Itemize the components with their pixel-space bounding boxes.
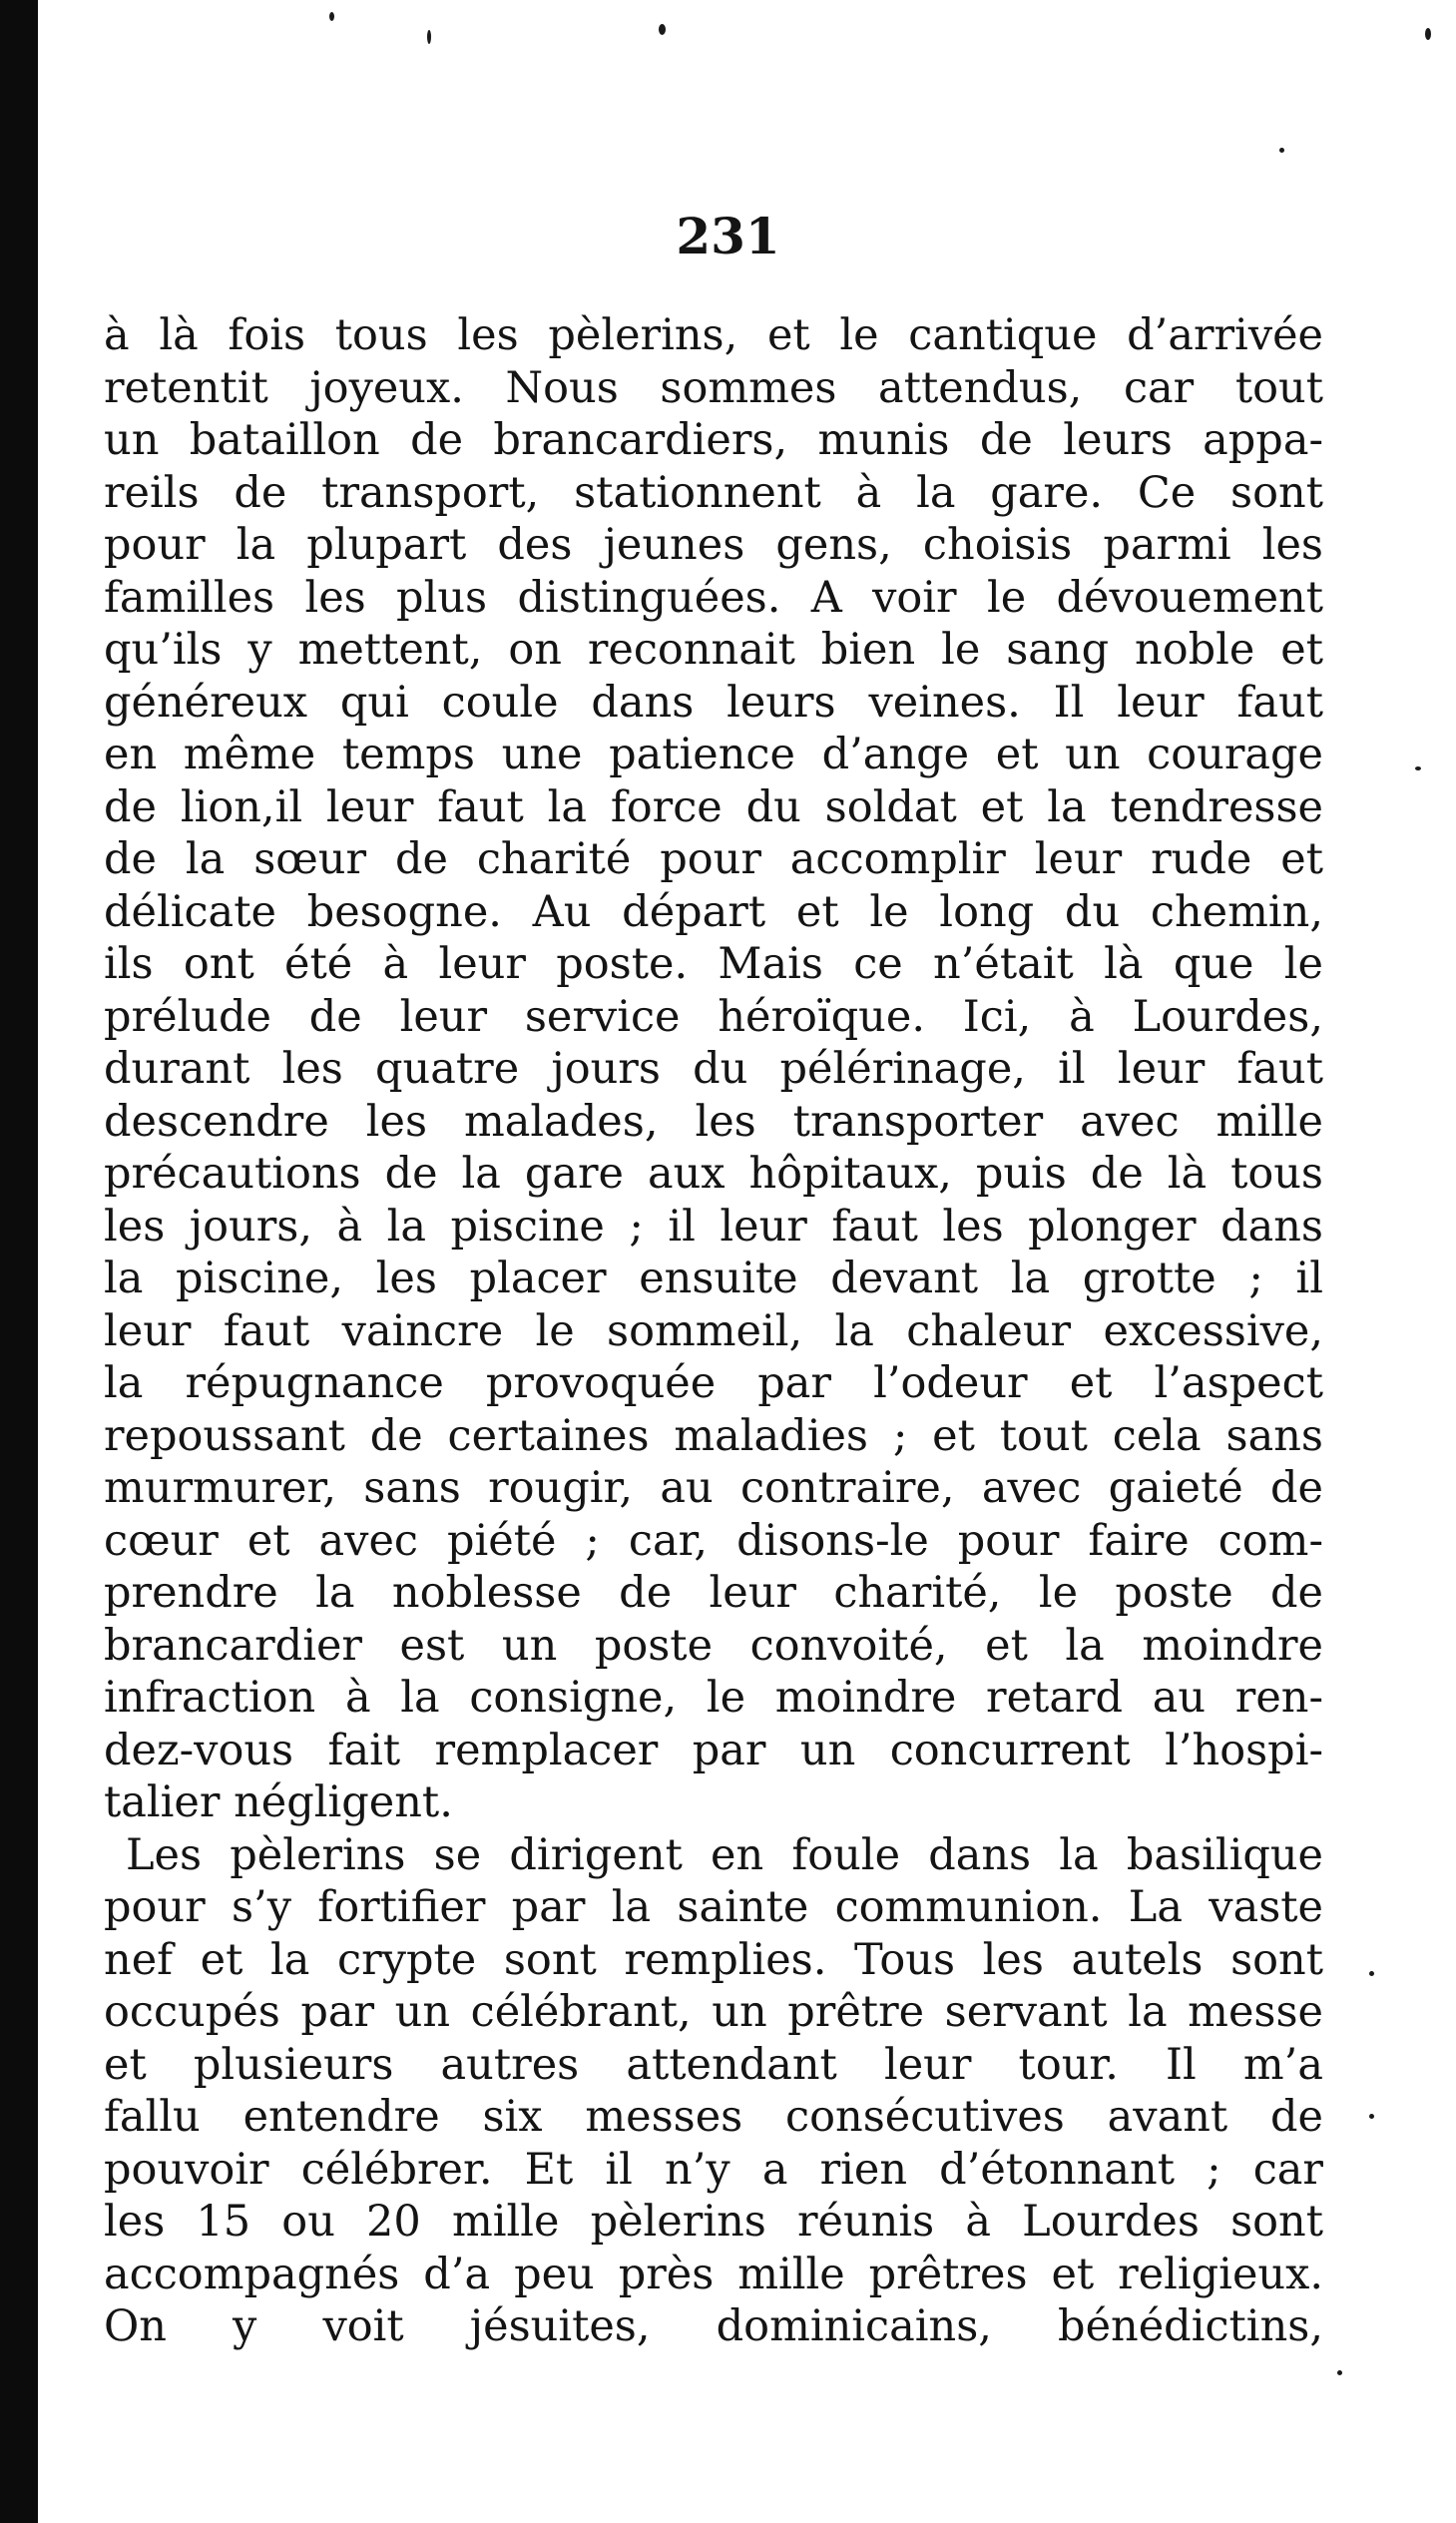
text-line: talier négligent. <box>104 1777 453 1827</box>
scan-speck <box>659 24 666 35</box>
text-line: Les pèlerins se dirigent en foule dans la basilique <box>126 1829 1323 1880</box>
scan-speck <box>427 30 431 44</box>
paragraph <box>104 1829 1323 2353</box>
text-line: pouvoir célébrer. Et il n’y a rien d’étonnant ; car <box>104 2144 1323 2195</box>
scan-speck <box>1337 2370 1342 2375</box>
text-line: nef et la crypte sont remplies. Tous les autels sont <box>104 1934 1323 1985</box>
text-line: un bataillon de brancardiers, munis de leurs appa- <box>104 415 1323 465</box>
text-line: On y voit jésuites, dominicains, bénédictins, <box>104 2301 1323 2351</box>
text-line: leur faut vaincre le sommeil, la chaleur excessive, <box>104 1305 1323 1356</box>
page-binding-edge <box>0 0 38 2523</box>
paragraph <box>104 309 1323 1829</box>
text-line: les 15 ou 20 mille pèlerins réunis à Lourdes sont <box>104 2197 1323 2247</box>
scan-speck <box>329 12 334 21</box>
text-line: la répugnance provoquée par l’odeur et l’aspect <box>104 1358 1323 1408</box>
text-line: accompagnés d’a peu près mille prêtres et religieux. <box>104 2249 1323 2299</box>
text-line: fallu entendre six messes consécutives avant de <box>104 2092 1323 2142</box>
text-line: familles les plus distinguées. A voir le dévouement <box>104 572 1323 623</box>
page-number: 231 <box>676 207 780 265</box>
text-line: occupés par un célébrant, un prêtre servant la messe <box>104 1987 1323 2037</box>
text-line: prendre la noblesse de leur charité, le poste de <box>104 1568 1323 1618</box>
text-line: et plusieurs autres attendant leur tour. Il m’a <box>104 2039 1323 2090</box>
text-line: descendre les malades, les transporter avec mille <box>104 1096 1323 1147</box>
body-text <box>104 309 1323 2353</box>
text-line: à là fois tous les pèlerins, et le cantique d’arrivée <box>104 310 1323 360</box>
text-line: dez-vous fait remplacer par un concurrent l’hospi- <box>104 1725 1323 1775</box>
text-line: pour s’y fortifier par la sainte communion. La vaste <box>104 1882 1323 1932</box>
text-line: qu’ils y mettent, on reconnait bien le sang noble et <box>104 625 1323 675</box>
scan-speck <box>1415 766 1421 770</box>
text-line: en même temps une patience d’ange et un courage <box>104 730 1323 779</box>
text-line: murmurer, sans rougir, au contraire, avec gaieté de <box>104 1463 1323 1513</box>
text-line: reils de transport, stationnent à la gare. Ce sont <box>104 467 1323 518</box>
text-line: repoussant de certaines maladies ; et tout cela sans <box>104 1410 1323 1461</box>
text-line: la piscine, les placer ensuite devant la grotte ; il <box>104 1254 1323 1303</box>
scan-speck <box>1369 2114 1374 2119</box>
text-line: de la sœur de charité pour accomplir leur rude et <box>104 834 1323 884</box>
text-line: retentit joyeux. Nous sommes attendus, car tout <box>104 362 1323 413</box>
text-line: précautions de la gare aux hôpitaux, puis de là tous <box>104 1149 1323 1199</box>
text-line: délicate besogne. Au départ et le long du chemin, <box>104 886 1323 937</box>
text-line: ils ont été à leur poste. Mais ce n’était là que le <box>104 939 1323 989</box>
text-line: les jours, à la piscine ; il leur faut les plonger dans <box>104 1201 1323 1252</box>
text-line: brancardier est un poste convoité, et la moindre <box>104 1620 1323 1671</box>
scan-speck <box>1425 28 1431 40</box>
text-line: prélude de leur service héroïque. Ici, à Lourdes, <box>104 991 1323 1042</box>
text-line: infraction à la consigne, le moindre retard au ren- <box>104 1673 1323 1723</box>
text-line: pour la plupart des jeunes gens, choisis parmi les <box>104 520 1323 570</box>
text-line: durant les quatre jours du pélérinage, il leur faut <box>104 1044 1323 1094</box>
scan-speck <box>1279 148 1284 153</box>
text-line: généreux qui coule dans leurs veines. Il leur faut <box>104 677 1323 728</box>
scan-speck <box>1369 1971 1374 1976</box>
text-line: de lion,il leur faut la force du soldat et la tendresse <box>104 781 1323 832</box>
text-line: cœur et avec piété ; car, disons-le pour faire com- <box>104 1515 1323 1566</box>
